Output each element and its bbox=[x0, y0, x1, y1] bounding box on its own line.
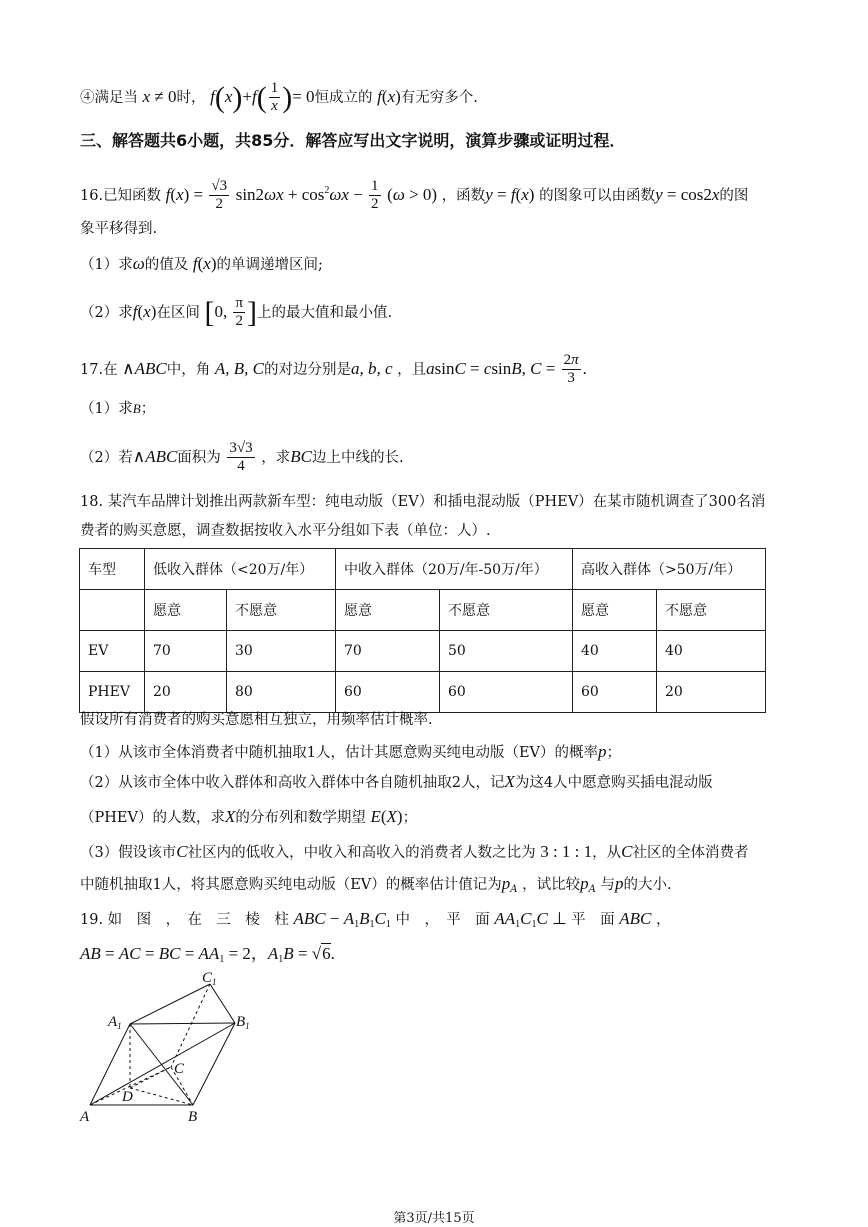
label-a: A bbox=[80, 1109, 90, 1125]
q16-part1: （1）求ω的值及 f(x)的单调递增区间; bbox=[80, 254, 323, 273]
table-header-row bbox=[80, 549, 766, 590]
table-cell: 60 bbox=[440, 672, 573, 713]
item-4: ④满足当 x ≠ 0时， f(x)+f( $\frac{1}{x}$ )= 0恒成立的 f(x)有无穷多个. bbox=[80, 80, 478, 115]
table-cell: 60 bbox=[336, 672, 440, 713]
q18-assumption: 假设所有消费者的购买意愿相互独立，用频率估计概率. bbox=[80, 712, 433, 728]
label-d: D bbox=[122, 1089, 133, 1105]
header-cell: 中收入群体（20万/年-50万/年） bbox=[336, 549, 573, 590]
table-cell: 30 bbox=[227, 631, 336, 672]
table-cell: 40 bbox=[657, 631, 766, 672]
table-cell: 80 bbox=[227, 672, 336, 713]
table-cell: 70 bbox=[145, 631, 227, 672]
q17-part2: （2）若∧ABC面积为 $\frac{3√3}{4}$ ，求BC边上中线的长. bbox=[80, 440, 404, 475]
q18-line1: 18. 某汽车品牌计划推出两款新车型：纯电动版（EV）和插电混动版（PHEV）在某市随机调查了300名消 bbox=[80, 494, 766, 510]
subheader-cell: 愿意 bbox=[145, 590, 227, 631]
label-b: B bbox=[188, 1109, 198, 1125]
table-row bbox=[80, 672, 766, 713]
header-cell: 低收入群体（<20万/年） bbox=[145, 549, 336, 590]
table-cell bbox=[80, 590, 145, 631]
table-row bbox=[80, 631, 766, 672]
label-c: C bbox=[174, 1061, 185, 1077]
subheader-cell: 不愿意 bbox=[657, 590, 766, 631]
prism-figure bbox=[70, 970, 270, 1130]
q18-part2: （2）从该市全体中收入群体和高收入群体中各自随机抽取2人，记X为这4人中愿意购买插电混动版 bbox=[80, 772, 713, 791]
label-b1: $B_1$ bbox=[236, 1014, 250, 1031]
table-cell: 60 bbox=[573, 672, 657, 713]
q19-conditions: AB = AC = BC = $AA_1 = 2$，$A_1B = √6$. bbox=[80, 944, 335, 965]
table-cell: 40 bbox=[573, 631, 657, 672]
subheader-cell: 不愿意 bbox=[227, 590, 336, 631]
survey-table bbox=[79, 548, 766, 713]
page-footer: 第3页/共15页 bbox=[393, 1211, 475, 1226]
q17-part1: （1）求B； bbox=[80, 401, 156, 417]
q17-stem: 17.在 ∧ABC中，角 A, B, C的对边分别是a, b, c ，且asinC = csinB, C = $\frac{2\pi}{3}$ . bbox=[80, 352, 587, 387]
q18-part3-cont: 中随机抽取1人，将其愿意购买纯电动版（EV）的概率估计值记为$p_A$ ，试比较$p_A$ 与p的大小. bbox=[80, 874, 672, 895]
section-title: 三、解答题共6小题，共85分．解答应写出文字说明，演算步骤或证明过程． bbox=[80, 131, 626, 150]
q18-line2: 费者的购买意愿，调查数据按收入水平分组如下表（单位：人）. bbox=[80, 523, 491, 539]
table-subheader-row bbox=[80, 590, 766, 631]
subheader-cell: 愿意 bbox=[336, 590, 440, 631]
subheader-cell: 愿意 bbox=[573, 590, 657, 631]
table-cell: 70 bbox=[336, 631, 440, 672]
q18-part3: （3）假设该市C社区内的低收入，中收入和高收入的消费者人数之比为 3 : 1 : 1，从C社区的全体消费者 bbox=[80, 842, 749, 861]
header-cell: 高收入群体（>50万/年） bbox=[573, 549, 766, 590]
q16-line2: 象平移得到. bbox=[80, 221, 158, 237]
q18-part2-cont: （PHEV）的人数，求X的分布列和数学期望 E(X)； bbox=[80, 807, 418, 826]
row-label: PHEV bbox=[80, 672, 145, 713]
table-cell: 20 bbox=[657, 672, 766, 713]
q16-stem: 16.已知函数 f(x) = $\frac{√3}{2}$ $\sin 2\omega x + \cos^2\omega x$ − $\frac{1}{2}$ (ω > 0) ，函数y = f(x) 的图象可以由函数y = cos2x的图 bbox=[80, 178, 749, 213]
q16-part2: （2）求f(x)在区间 [0, $\frac{\pi}{2}$ ]上的最大值和最小值. bbox=[80, 295, 393, 330]
label-c1: $C_1$ bbox=[202, 970, 217, 987]
subheader-cell: 不愿意 bbox=[440, 590, 573, 631]
q18-part1: （1）从该市全体消费者中随机抽取1人，估计其愿意购买纯电动版（EV）的概率p； bbox=[80, 742, 622, 761]
header-cell: 车型 bbox=[80, 549, 145, 590]
label-a1: $A_1$ bbox=[108, 1014, 122, 1031]
table-cell: 20 bbox=[145, 672, 227, 713]
q19-stem: 19. 如 图 ， 在 三 棱 柱 ABC − $A_1B_1C_1$ 中 ， 平 面 $AA_1C_1C$ ⊥ 平 面 ABC ， bbox=[80, 909, 671, 930]
table-cell: 50 bbox=[440, 631, 573, 672]
row-label: EV bbox=[80, 631, 145, 672]
